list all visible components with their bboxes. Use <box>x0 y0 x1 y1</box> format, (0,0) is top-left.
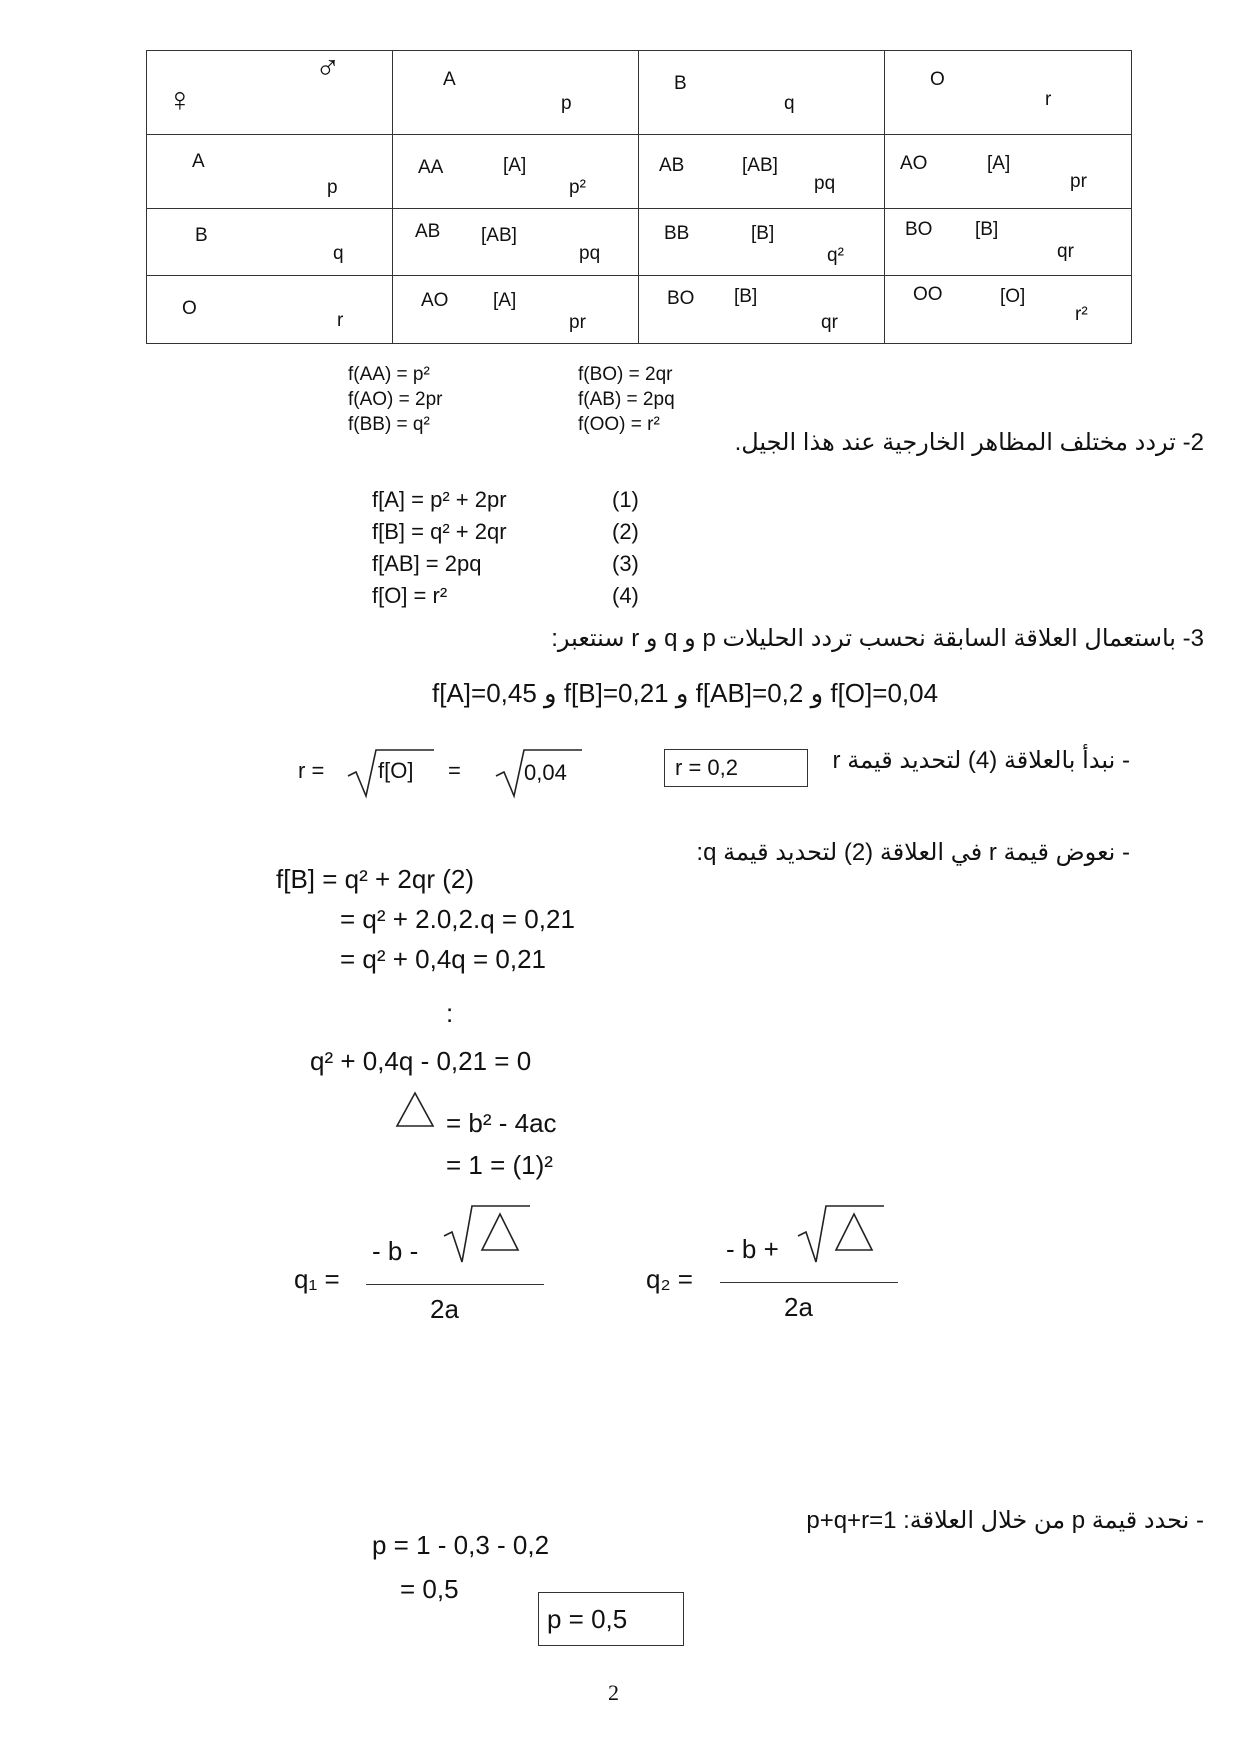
table-cell: BO [B] qr <box>885 209 1132 276</box>
equation-numbers: (1) (2) (3) (4) <box>612 487 639 608</box>
table-cell: AO [A] pr <box>393 276 639 344</box>
genotype-freqs-left: f(AA) = p² f(AO) = 2pr f(BB) = q² <box>348 364 443 435</box>
q1-numerator: - b - <box>372 1236 419 1266</box>
q-line-3: = q² + 0,4q = 0,21 <box>340 944 546 974</box>
table-cell: BO [B] qr <box>639 276 885 344</box>
header-cell-A: A p <box>393 51 639 135</box>
step-p-label: - نحدد قيمة p من خلال العلاقة: p+q+r=1 <box>806 1507 1204 1534</box>
row-header-O: O r <box>147 276 393 344</box>
punnett-table <box>146 50 1132 344</box>
sqrt-delta-icon <box>442 1200 532 1266</box>
table-cell: AA [A] p² <box>393 135 639 209</box>
header-cell-O: O r <box>885 51 1132 135</box>
genotype-freqs-right: f(BO) = 2qr f(AB) = 2pq f(OO) = r² <box>578 364 675 435</box>
table-cell: AB [AB] pq <box>393 209 639 276</box>
quadratic-equation: q² + 0,4q - 0,21 = 0 <box>310 1046 532 1076</box>
row-header-B: B q <box>147 209 393 276</box>
table-cell: AB [AB] pq <box>639 135 885 209</box>
phenotype-equations: f[A] = p² + 2pr f[B] = q² + 2qr f[AB] = 2pq f[O] = r² <box>372 487 507 608</box>
step-r-label: - نبدأ بالعلاقة (4) لتحديد قيمة r <box>832 747 1130 774</box>
delta-line-2: = 1 = (1)² <box>446 1150 553 1180</box>
p-line-1: p = 1 - 0,3 - 0,2 <box>372 1530 550 1560</box>
delta-line-1: = b² - 4ac <box>446 1108 557 1138</box>
table-cell: AO [A] pr <box>885 135 1132 209</box>
male-symbol: ♂ <box>315 49 341 87</box>
female-symbol: ♀ <box>167 81 193 119</box>
corner-cell <box>147 51 393 135</box>
sqrt-f-o: f[O] <box>378 758 414 783</box>
section-2-heading: 2- تردد مختلف المظاهر الخارجية عند هذا الجيل. <box>734 429 1204 456</box>
p-result-box: p = 0,5 <box>538 1592 684 1646</box>
header-cell-B: B q <box>639 51 885 135</box>
q2-denominator: 2a <box>784 1292 813 1322</box>
delta-icon <box>394 1090 436 1130</box>
q-line-1: f[B] = q² + 2qr (2) <box>276 864 474 894</box>
q2-fraction-line <box>720 1282 898 1283</box>
q2-numerator: - b + <box>726 1234 779 1264</box>
page-number: 2 <box>608 1680 619 1705</box>
given-values: f[O]=0,04 و f[AB]=0,2 و f[B]=0,21 و f[A]=0,45 <box>432 678 939 708</box>
p-line-2: = 0,5 <box>400 1574 459 1604</box>
step-q-label: - نعوض قيمة r في العلاقة (2) لتحديد قيمة q: <box>696 839 1130 866</box>
q1-fraction-line <box>366 1284 544 1285</box>
section-3-heading: 3- باستعمال العلاقة السابقة نحسب تردد الحليلات p و q و r سنتعبر: <box>551 625 1204 652</box>
q-line-2: = q² + 2.0,2.q = 0,21 <box>340 904 575 934</box>
colon: : <box>446 998 454 1028</box>
sqrt-value: 0,04 <box>524 760 567 785</box>
q1-denominator: 2a <box>430 1294 459 1324</box>
row-header-A: A p <box>147 135 393 209</box>
table-cell: BB [B] q² <box>639 209 885 276</box>
q2-label: q₂ = <box>646 1264 693 1294</box>
sqrt-delta-icon <box>796 1200 886 1266</box>
table-cell: OO [O] r² <box>885 276 1132 344</box>
r-lhs: r = <box>298 758 325 783</box>
r-equals: = <box>448 758 461 783</box>
q1-label: q₁ = <box>294 1264 340 1294</box>
r-result-box: r = 0,2 <box>664 749 808 787</box>
